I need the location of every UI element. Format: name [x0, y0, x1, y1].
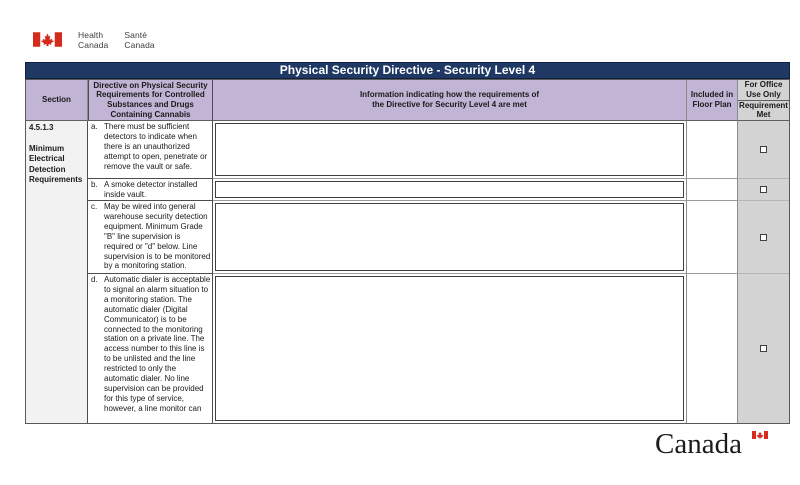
requirement-met-label: Requirement Met	[739, 100, 788, 120]
canada-wordmark-text: Canada	[655, 428, 742, 460]
information-input-c[interactable]	[215, 203, 684, 271]
requirement-met-cell-a	[738, 121, 789, 179]
requirement-met-checkbox-c[interactable]	[760, 234, 767, 241]
requirement-met-checkbox-a[interactable]	[760, 146, 767, 153]
column-header-floor-plan: Included in Floor Plan	[687, 80, 738, 121]
column-header-office-use	[738, 80, 789, 121]
column-header-directive: Directive on Physical Security Requirements for Controlled Substances and Drugs Containing Cannabis	[88, 80, 213, 121]
section-number: 4.5.1.3	[29, 123, 54, 132]
requirement-met-checkbox-b[interactable]	[760, 186, 767, 193]
page-title: Physical Security Directive - Security Level 4	[25, 62, 790, 79]
requirement-met-cell-b	[738, 179, 789, 201]
canada-wordmark	[655, 427, 795, 465]
floor-plan-cell-d[interactable]	[687, 274, 738, 423]
office-use-only-label: For Office Use Only	[738, 80, 789, 101]
information-cell-d	[213, 274, 687, 423]
information-cell-b	[213, 179, 687, 201]
health-canada-logo	[33, 30, 155, 50]
information-cell-c	[213, 201, 687, 274]
information-cell-a	[213, 121, 687, 179]
directive-item-a: a. There must be sufficient detectors to indicate when there is an unauthorized attempt to open, penetrate or remove the vault or safe.	[88, 121, 213, 179]
dept-name-english: Health Canada	[78, 30, 109, 50]
section-title: Minimum Electrical Detection Requirements	[29, 143, 83, 184]
dept-name-french: Santé Canada	[124, 30, 155, 50]
directive-item-d: d. Automatic dialer is acceptable to signal an alarm situation to a monitoring station. The automatic dialer (Digital Communicator) is to be connected to the monitoring station on a private line. The access number to this line is to be unlisted and the line restricted to only the automatic dialer. No line supervision can be provided for this type of service, however, a line monitor can	[88, 274, 213, 423]
directive-item-b: b. A smoke detector installed inside vault.	[88, 179, 213, 201]
security-directive-table	[25, 79, 790, 424]
requirement-met-cell-c	[738, 201, 789, 274]
requirement-met-checkbox-d[interactable]	[760, 345, 767, 352]
canada-wordmark-flag-icon	[752, 431, 768, 439]
column-header-information: Information indicating how the requirements of the Directive for Security Level 4 are met	[213, 80, 687, 121]
information-input-b[interactable]	[215, 181, 684, 198]
section-cell	[26, 121, 88, 423]
floor-plan-cell-a[interactable]	[687, 121, 738, 179]
requirement-met-cell-d	[738, 274, 789, 423]
floor-plan-cell-c[interactable]	[687, 201, 738, 274]
information-input-d[interactable]	[215, 276, 684, 421]
information-input-a[interactable]	[215, 123, 684, 176]
canada-flag-icon	[33, 32, 62, 47]
floor-plan-cell-b[interactable]	[687, 179, 738, 201]
directive-item-c: c. May be wired into general warehouse security detection equipment. Minimum Grade "B" line supervision is required or "d" below. Line supervision is to be monitored by a monitoring station.	[88, 201, 213, 274]
column-header-section: Section	[26, 80, 88, 121]
